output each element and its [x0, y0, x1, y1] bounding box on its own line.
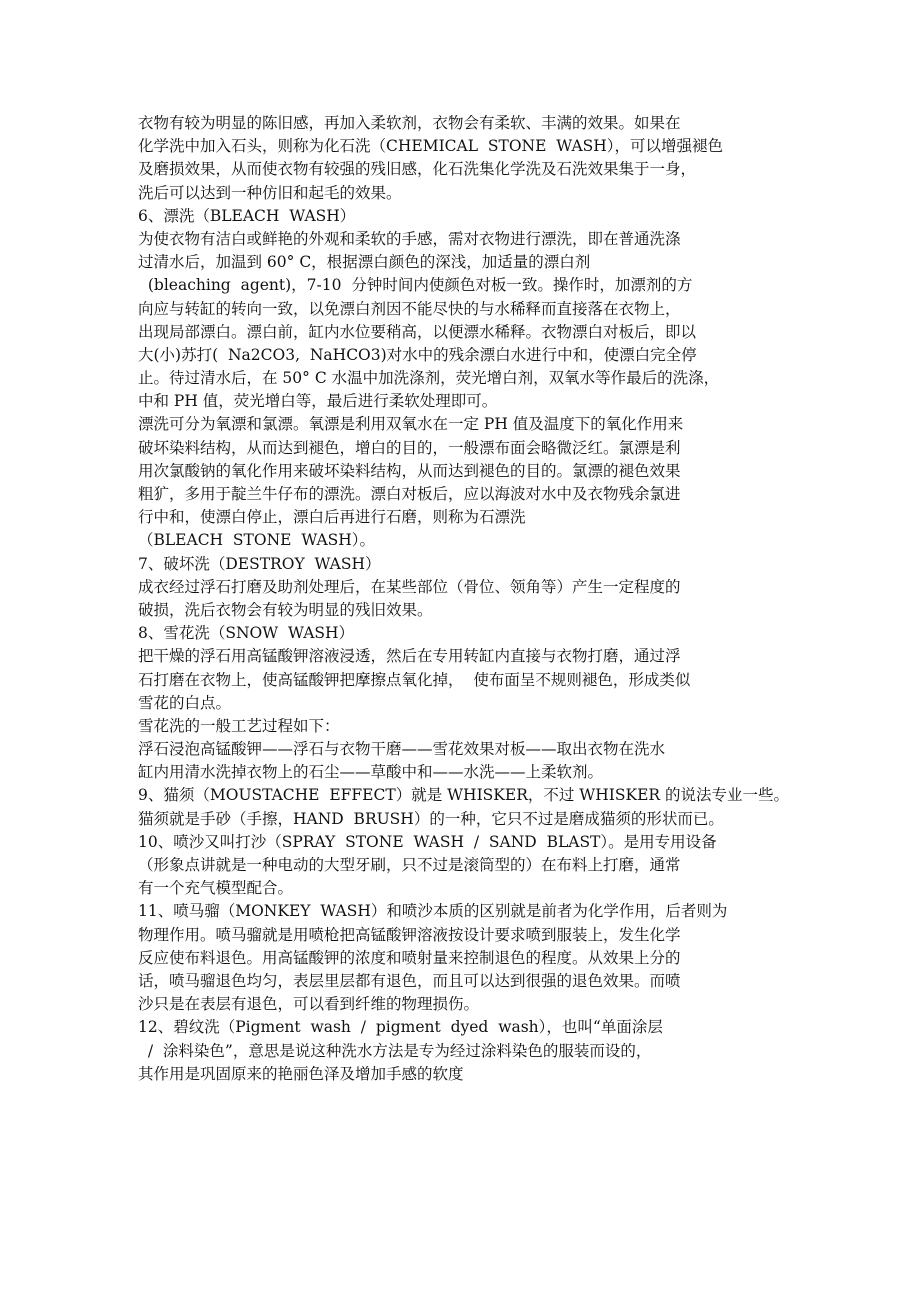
text-line: 猫须就是手砂（手擦，HAND BRUSH）的一种，它只不过是磨成猫须的形状而已。 [138, 809, 724, 828]
body-text [138, 112, 790, 1086]
text-line: （BLEACH STONE WASH）。 [138, 531, 376, 550]
text-line: 漂洗可分为氧漂和氯漂。氧漂是利用双氧水在一定 PH 值及温度下的氧化作用来 [138, 415, 684, 434]
text-line: 衣物有较为明显的陈旧感，再加入柔软剂，衣物会有柔软、丰满的效果。如果在 [138, 114, 681, 132]
text-line: 止。待过清水后，在 50° C 水温中加洗涤剂，荧光增白剂，双氧水等作最后的洗涤， [138, 369, 720, 388]
text-line: 出现局部漂白。漂白前，缸内水位要稍高，以便漂水稀释。衣物漂白对板后，即以 [138, 322, 697, 341]
text-line: 其作用是巩固原来的艳丽色泽及增加手感的软度 [138, 1064, 464, 1083]
text-line: 向应与转缸的转向一致，以免漂白剂因不能尽快的与水稀释而直接落在衣物上， [138, 299, 681, 318]
text-line: 9、猫须（MOUSTACHE EFFECT）就是 WHISKER，不过 WHISKER 的说法专业一些。 [138, 786, 789, 805]
text-line: 石打磨在衣物上，使高锰酸钾把摩擦点氧化掉， 使布面呈不规则褪色，形成类似 [138, 670, 691, 689]
text-line: 破损，洗后衣物会有较为明显的残旧效果。 [138, 600, 433, 619]
text-line: 中和 PH 值，荧光增白等，最后进行柔软处理即可。 [138, 392, 498, 411]
text-line: 洗后可以达到一种仿旧和起毛的效果。 [138, 183, 402, 202]
text-line: 为使衣物有洁白或鲜艳的外观和柔软的手感，需对衣物进行漂洗，即在普通洗涤 [138, 229, 681, 248]
text-line: 8、雪花洗（SNOW WASH） [138, 624, 355, 643]
text-line: 有一个充气模型配合。 [138, 879, 294, 898]
text-line: 及磨损效果，从而使衣物有较强的残旧感，化石洗集化学洗及石洗效果集于一身， [138, 160, 697, 179]
text-line: 7、破坏洗（DESTROY WASH） [138, 554, 381, 573]
text-line: 11、喷马骝（MONKEY WASH）和喷沙本质的区别就是前者为化学作用，后者则为 [138, 902, 728, 921]
text-line: 物理作用。喷马骝就是用喷枪把高锰酸钾溶液按设计要求喷到服装上，发生化学 [138, 925, 681, 944]
text-line: 行中和，使漂白停止，漂白后再进行石磨，则称为石漂洗 [138, 508, 526, 527]
text-line: 雪花洗的一般工艺过程如下： [138, 716, 340, 735]
text-line: 用次氯酸钠的氧化作用来破坏染料结构，从而达到褪色的目的。氯漂的褪色效果 [138, 461, 681, 480]
text-line: 成衣经过浮石打磨及助剂处理后，在某些部位（骨位、领角等）产生一定程度的 [138, 577, 681, 596]
text-line: 过清水后，加温到 60° C，根据漂白颜色的深浅，加适量的漂白剂 [138, 253, 591, 272]
text-line: 沙只是在表层有退色，可以看到纤维的物理损伤。 [138, 995, 480, 1014]
text-line: 粗犷，多用于靛兰牛仔布的漂洗。漂白对板后，应以海波对水中及衣物残余氯进 [138, 485, 681, 503]
text-line: 缸内用清水洗掉衣物上的石尘——草酸中和——水洗——上柔软剂。 [138, 763, 604, 782]
text-line: 12、碧纹洗（Pigment wash / pigment dyed wash），也叫“单面涂层 [138, 1018, 663, 1037]
text-line: (bleaching agent)，7-10 分钟时间内使颜色对板一致。操作时，加漂剂的方 [138, 276, 693, 295]
text-line: 反应使布料退色。用高锰酸钾的浓度和喷射量来控制退色的程度。从效果上分的 [138, 948, 681, 967]
text-line: 化学洗中加入石头，则称为化石洗（CHEMICAL STONE WASH），可以增强褪色 [138, 137, 724, 156]
text-line: / 涂料染色”，意思是说这种洗水方法是专为经过涂料染色的服装而设的， [138, 1041, 652, 1060]
text-line: 大(小)苏打( Na2CO3, NaHCO3)对水中的残余漂白水进行中和，使漂白完全停 [138, 345, 697, 364]
text-line: 破坏染料结构，从而达到褪色，增白的目的，一般漂布面会略微泛红。氯漂是利 [138, 438, 681, 457]
text-line: 10、喷沙又叫打沙（SPRAY STONE WASH / SAND BLAST）。是用专用设备 [138, 832, 717, 851]
text-line: 6、漂洗（BLEACH WASH） [138, 206, 356, 225]
text-line: （形象点讲就是一种电动的大型牙刷，只不过是滚筒型的）在布料上打磨，通常 [138, 856, 681, 874]
text-line: 话，喷马骝退色均匀，表层里层都有退色，而且可以达到很强的退色效果。而喷 [138, 971, 681, 990]
text-line: 浮石浸泡高锰酸钾——浮石与衣物干磨——雪花效果对板——取出衣物在洗水 [138, 740, 666, 759]
text-line: 雪花的白点。 [138, 693, 232, 712]
text-line: 把干燥的浮石用高锰酸钾溶液浸透，然后在专用转缸内直接与衣物打磨，通过浮 [138, 647, 681, 666]
